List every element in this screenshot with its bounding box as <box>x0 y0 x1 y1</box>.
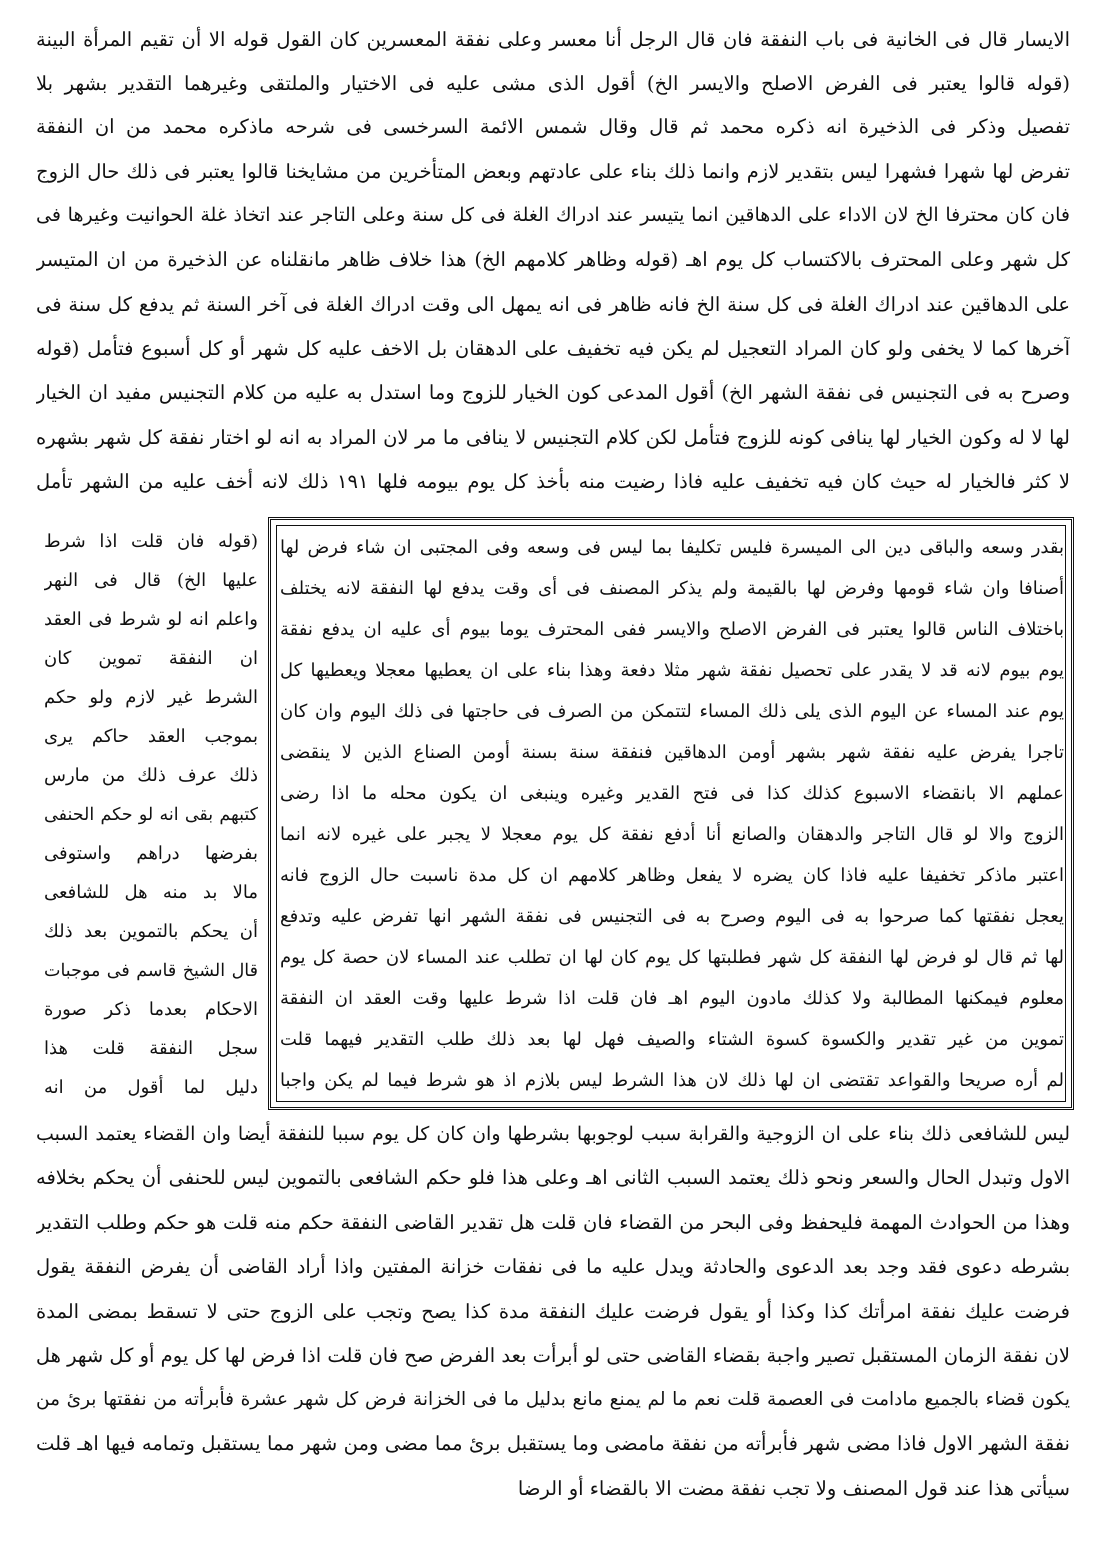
main-text-line: الزوج والا لو قال التاجر والدهقان والصانع أنا أدفع نفقة كل يوم معجلا لا يجبر على غيره لانه انما <box>280 824 1064 845</box>
top-commentary-line: (قوله قالوا يعتبر فى الفرض الاصلح والايسر الخ) أقول الذى مشى عليه فى الاختيار والملتقى وغيرهما التقدير بشهر بلا <box>36 72 1070 95</box>
top-commentary-line: وصرح به فى التجنيس فى نفقة الشهر الخ) أقول المدعى كون الخيار للزوج وما استدل به عليه من كلام التجنيس مفيد ان الخيار <box>36 381 1070 404</box>
side-gloss-line: بموجب العقد حاكم يرى <box>44 726 258 747</box>
top-commentary-line: لها لا له وكون الخيار لها ينافى كونه للزوج فتأمل لكن كلام التجنيس لا ينافى ما مر لان المراد به انه لو اختار نفقة كل شهر بشهره <box>36 426 1070 449</box>
bottom-commentary-line: يكون قضاء بالجميع مادامت فى العصمة قلت نعم ما لم يمنع مانع بدليل ما فى الخزانة فرض كل شهر عشرة فأبرأته من نفقتها برئ من <box>36 1389 1070 1410</box>
side-gloss-line: كتبهم بقى انه لو حكم الحنفى <box>44 805 258 825</box>
top-commentary-line: على الدهاقين عند ادراك الغلة فى كل سنة الخ فانه ظاهر فى انه يمهل الى وقت ادراك الغلة فى آخر السنة ثم يدفع كل سنة فى <box>36 293 1070 316</box>
side-gloss-line: سجل النفقة قلت هذا <box>44 1038 258 1059</box>
bottom-commentary-last-line: سيأتى هذا عند قول المصنف ولا تجب نفقة مضت الا بالقضاء أو الرضا <box>517 1477 1070 1500</box>
main-text-line: اعتبر ماذكر تخفيفا عليه فاذا كان يضره لا يفعل وظاهر كلامهم ان كل مدة ناسبت حال الزوج فانه <box>280 865 1064 886</box>
bottom-commentary-line: بشرطه دعوى فقد وجد بعد الدعوى والحادثة ويدل عليه ما فى نفقات خزانة المفتين واذا أراد القاضى أن يفرض النفقة يقول <box>36 1255 1070 1278</box>
side-gloss-line: دليل لما أقول من انه <box>44 1077 258 1098</box>
main-text-line: أصنافا وان شاء قومها وفرض لها بالقيمة ولم يذكر المصنف فى أى وقت يدفع لها النفقة لانه يختلف <box>280 578 1064 599</box>
top-commentary-line: تفرض لها شهرا فشهرا ليس بتقدير لازم وانما ذلك بناء على عادتهم وبعض المتأخرين من مشايخنا قالوا يعتبر فى ذلك حال الزوج <box>36 160 1070 183</box>
top-commentary-line: آخرها كما لا يخفى ولو كان المراد التعجيل لم يكن فيه تخفيف على الدهقان بل الاخف عليه كل شهر أو كل أسبوع فتأمل (قوله <box>36 337 1070 360</box>
main-text-line: يوم بيوم لانه قد لا يقدر على تحصيل نفقة شهر مثلا دفعة وهذا بناء على ان يعطيها معجلا ويعطيها كل <box>280 660 1064 681</box>
side-gloss-line: الاحكام بعدما ذكر صورة <box>44 999 258 1020</box>
main-text-line: عملهم الا بانقضاء الاسبوع كذلك كذا فى فتح القدير وغيره وينبغى ان يكون محله ما اذا رضى <box>280 783 1064 804</box>
main-text-line: بقدر وسعه والباقى دين الى الميسرة فليس تكليفا بما ليس فى وسعه وفى المجتبى ان شاء فرض لها <box>280 537 1064 558</box>
main-text-line: معلوم فيمكنها المطالبة ولا كذلك مادون اليوم اهـ فان قلت اذا شرط عليها وقت العقد ان النفقة <box>280 988 1064 1009</box>
side-gloss-line: واعلم انه لو شرط فى العقد <box>44 609 258 630</box>
bottom-commentary-line: لان نفقة الزمان المستقبل تصير واجبة بقضاء القاضى حتى لو أبرأت بعد الفرض صح فان قلت اذا فرض لها كل يوم أو كل شهر هل <box>36 1344 1070 1367</box>
bottom-commentary-line: فرضت عليك نفقة امرأتك كذا وكذا أو يقول فرضت عليك النفقة مدة كذا يصح وتجب على الزوج حتى لا تسقط بمضى المدة <box>36 1300 1070 1323</box>
bottom-commentary-line: وهذا من الحوادث المهمة فليحفظ وفى البحر من القضاء فان قلت هل تقدير القاضى النفقة حكم منه قلت هو حكم وطلب التقدير <box>36 1211 1070 1234</box>
side-gloss-line: ذلك عرف ذلك من مارس <box>44 765 258 786</box>
bottom-commentary-line: الاول وتبدل الحال والسعر ونحو ذلك يعتمد السبب الثانى اهـ وعلى هذا فلو حكم الشافعى بالتموين ليس للحنفى أن يحكم بخلافه <box>36 1166 1070 1189</box>
main-text-line: يعجل نفقتها كما صرحوا به فى اليوم وصرح به فى التجنيس فى نفقة الشهر انها تفرض عليه وتدفع <box>280 906 1064 927</box>
side-gloss-line: الشرط غير لازم ولو حكم <box>44 687 258 708</box>
main-text-line: باختلاف الناس قالوا يعتبر فى الفرض الاصلح والايسر ففى المحترف يوما بيوم أى عليه ان يدفع نفقة <box>280 619 1064 640</box>
main-text-line: لها ثم قال لو فرض لها النفقة كل شهر فطلبتها كل يوم كان لها ان تطلب عند المساء لان حصة كل يوم <box>280 947 1064 968</box>
top-commentary-line: الايسار قال فى الخانية فى باب النفقة فان قال الرجل أنا معسر وعلى نفقة المعسرين كان القول قوله الا أن تقيم المرأة البينة <box>36 28 1070 51</box>
top-commentary-line: فان كان محترفا الخ لان الاداء على الدهاقين انما يتيسر عند ادراك الغلة فى كل سنة وعلى التاجر عند اتخاذ غلة الحوانيت وغيرها فى <box>36 204 1070 226</box>
side-gloss-line: مالا بد منه هل للشافعى <box>44 882 258 903</box>
side-gloss-line: أن يحكم بالتموين بعد ذلك <box>44 921 258 942</box>
side-gloss-line: عليها الخ) قال فى النهر <box>44 570 258 591</box>
side-gloss-line: (قوله فان قلت اذا شرط <box>44 531 258 552</box>
main-text-line: يوم عند المساء عن اليوم الذى يلى ذلك المساء لتتمكن من الصرف فى حاجتها فى ذلك اليوم وان كان <box>280 701 1064 722</box>
side-gloss-line: ان النفقة تموين كان <box>44 648 258 669</box>
top-commentary-line: تفصيل وذكر فى الذخيرة انه ذكره محمد ثم قال وقال شمس الائمة السرخسى فى شرحه ماذكره محمد من ان النفقة <box>36 115 1070 138</box>
top-commentary-line-with-page-number: لا كثر فالخيار له حيث كان فيه تخفيف عليه فاذا رضيت منه بأخذ كل يوم بيومه فلها ١٩١ ذلك لانه أخف عليه من الشهر تأمل <box>36 470 1070 493</box>
main-text-line: تموين من غير تقدير والكسوة كسوة الشتاء والصيف فهل لها بعد ذلك طلب التقدير فيهما قلت <box>280 1029 1064 1050</box>
top-commentary-line: كل شهر وعلى المحترف بالاكتساب كل يوم اهـ (قوله وظاهر كلامهم الخ) هذا خلاف ظاهر مانقلناه عن الذخيرة من ان المتيسر <box>36 248 1070 271</box>
side-gloss-line: قال الشيخ قاسم فى موجبات <box>44 961 258 981</box>
bottom-commentary-line: ليس للشافعى ذلك بناء على ان الزوجية والقرابة سبب لوجوبها بشرطها وان كان كل يوم سببا للنفقة أيضا وان القضاء يعتمد السبب <box>36 1123 1070 1145</box>
side-gloss-line: بفرضها دراهم واستوفى <box>44 843 258 864</box>
main-text-line: تاجرا يفرض عليه نفقة شهر بشهر أومن الدهاقين فنفقة سنة بسنة أومن الصناع الذين لا ينقضى <box>280 742 1064 763</box>
bottom-commentary-line: نفقة الشهر الاول فاذا مضى شهر فأبرأته من نفقة مامضى وما يستقبل برئ مما مضى ومن شهر مما يستقبل وتمامه فيها اهـ قلت <box>36 1432 1070 1455</box>
main-text-line: لم أره صريحا والقواعد تقتضى ان لها ذلك لان هذا الشرط ليس بلازم اذ هو شرط فيما لم يكن واجبا <box>280 1070 1064 1091</box>
